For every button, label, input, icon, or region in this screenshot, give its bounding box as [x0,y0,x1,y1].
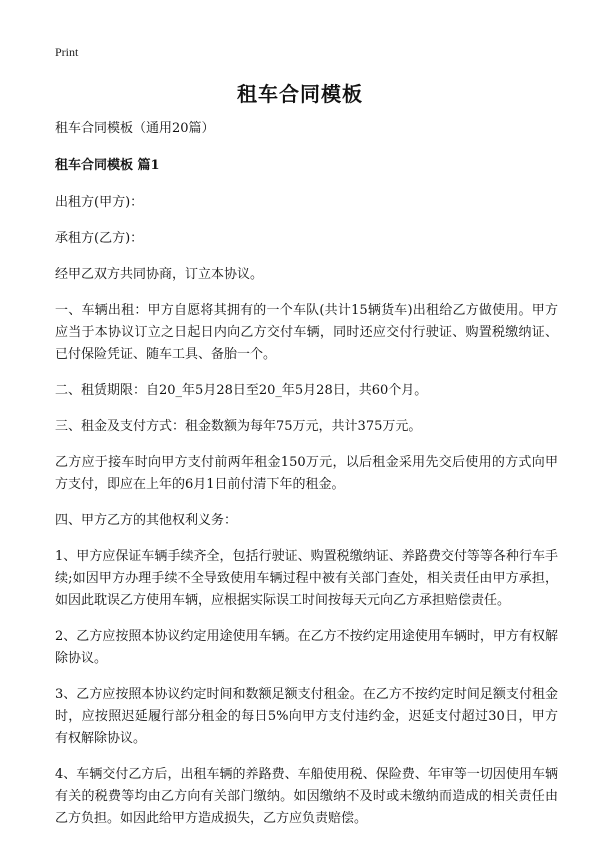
paragraph-rights-heading: 四、甲方乙方的其他权利义务： [55,513,238,528]
paragraph-vehicle-rental: 一、车辆出租：甲方自愿将其拥有的一个车队(共计15辆货车)出租给乙方做使用。甲方应当于本协议订立之日起日内向乙方交付车辆，同时还应交付行驶证、购置税缴纳证、已付保险凭证、随车工具、备胎一个。 [55,303,558,362]
paragraph-rent-payment: 三、租金及支付方式：租金数额为每年75万元，共计375万元。 [55,419,422,434]
document-body [55,118,558,844]
paragraph-clause-2: 2、乙方应按照本协议约定用途使用车辆。在乙方不按约定用途使用车辆时，甲方有权解除协议。 [55,629,558,666]
paragraph-payment-schedule: 乙方应于接车时向甲方支付前两年租金150万元，以后租金采用先交后使用的方式向甲方支付，即应在上年的6月1日前付清下年的租金。 [55,455,558,492]
document-title: 租车合同模板 [237,82,363,106]
paragraph-lessor: 出租方(甲方)： [55,195,144,210]
paragraph-clause-1: 1、甲方应保证车辆手续齐全，包括行驶证、购置税缴纳证、养路费交付等等各种行车手续;如因甲方办理手续不全导致使用车辆过程中被有关部门查处，相关责任由甲方承担，如因此耽误乙方使用车辆，应根据实际误工时间按每天元向乙方承担赔偿责任。 [55,549,558,608]
paragraph-lease-term: 二、租赁期限：自20_年5月28日至20_年5月28日，共60个月。 [55,383,428,398]
document-subtitle: 租车合同模板（通用20篇） [55,121,215,136]
paragraph-lessee: 承租方(乙方)： [55,231,144,246]
print-link[interactable]: Print [55,45,79,59]
paragraph-clause-3: 3、乙方应按照本协议约定时间和数额足额支付租金。在乙方不按约定时间足额支付租金时，应按照迟延履行部分租金的每日5%向甲方支付违约金，迟延支付超过30日，甲方有权解除协议。 [55,687,558,746]
section-heading: 租车合同模板 篇1 [55,158,160,173]
paragraph-agreement: 经甲乙双方共同协商，订立本协议。 [55,267,264,282]
paragraph-clause-4: 4、车辆交付乙方后，出租车辆的养路费、车船使用税、保险费、年审等一切因使用车辆有关的税费等均由乙方向有关部门缴纳。如因缴纳不及时或未缴纳而造成的相关责任由乙方负担。如因此给甲方造成损失，乙方应负责赔偿。 [55,767,558,826]
